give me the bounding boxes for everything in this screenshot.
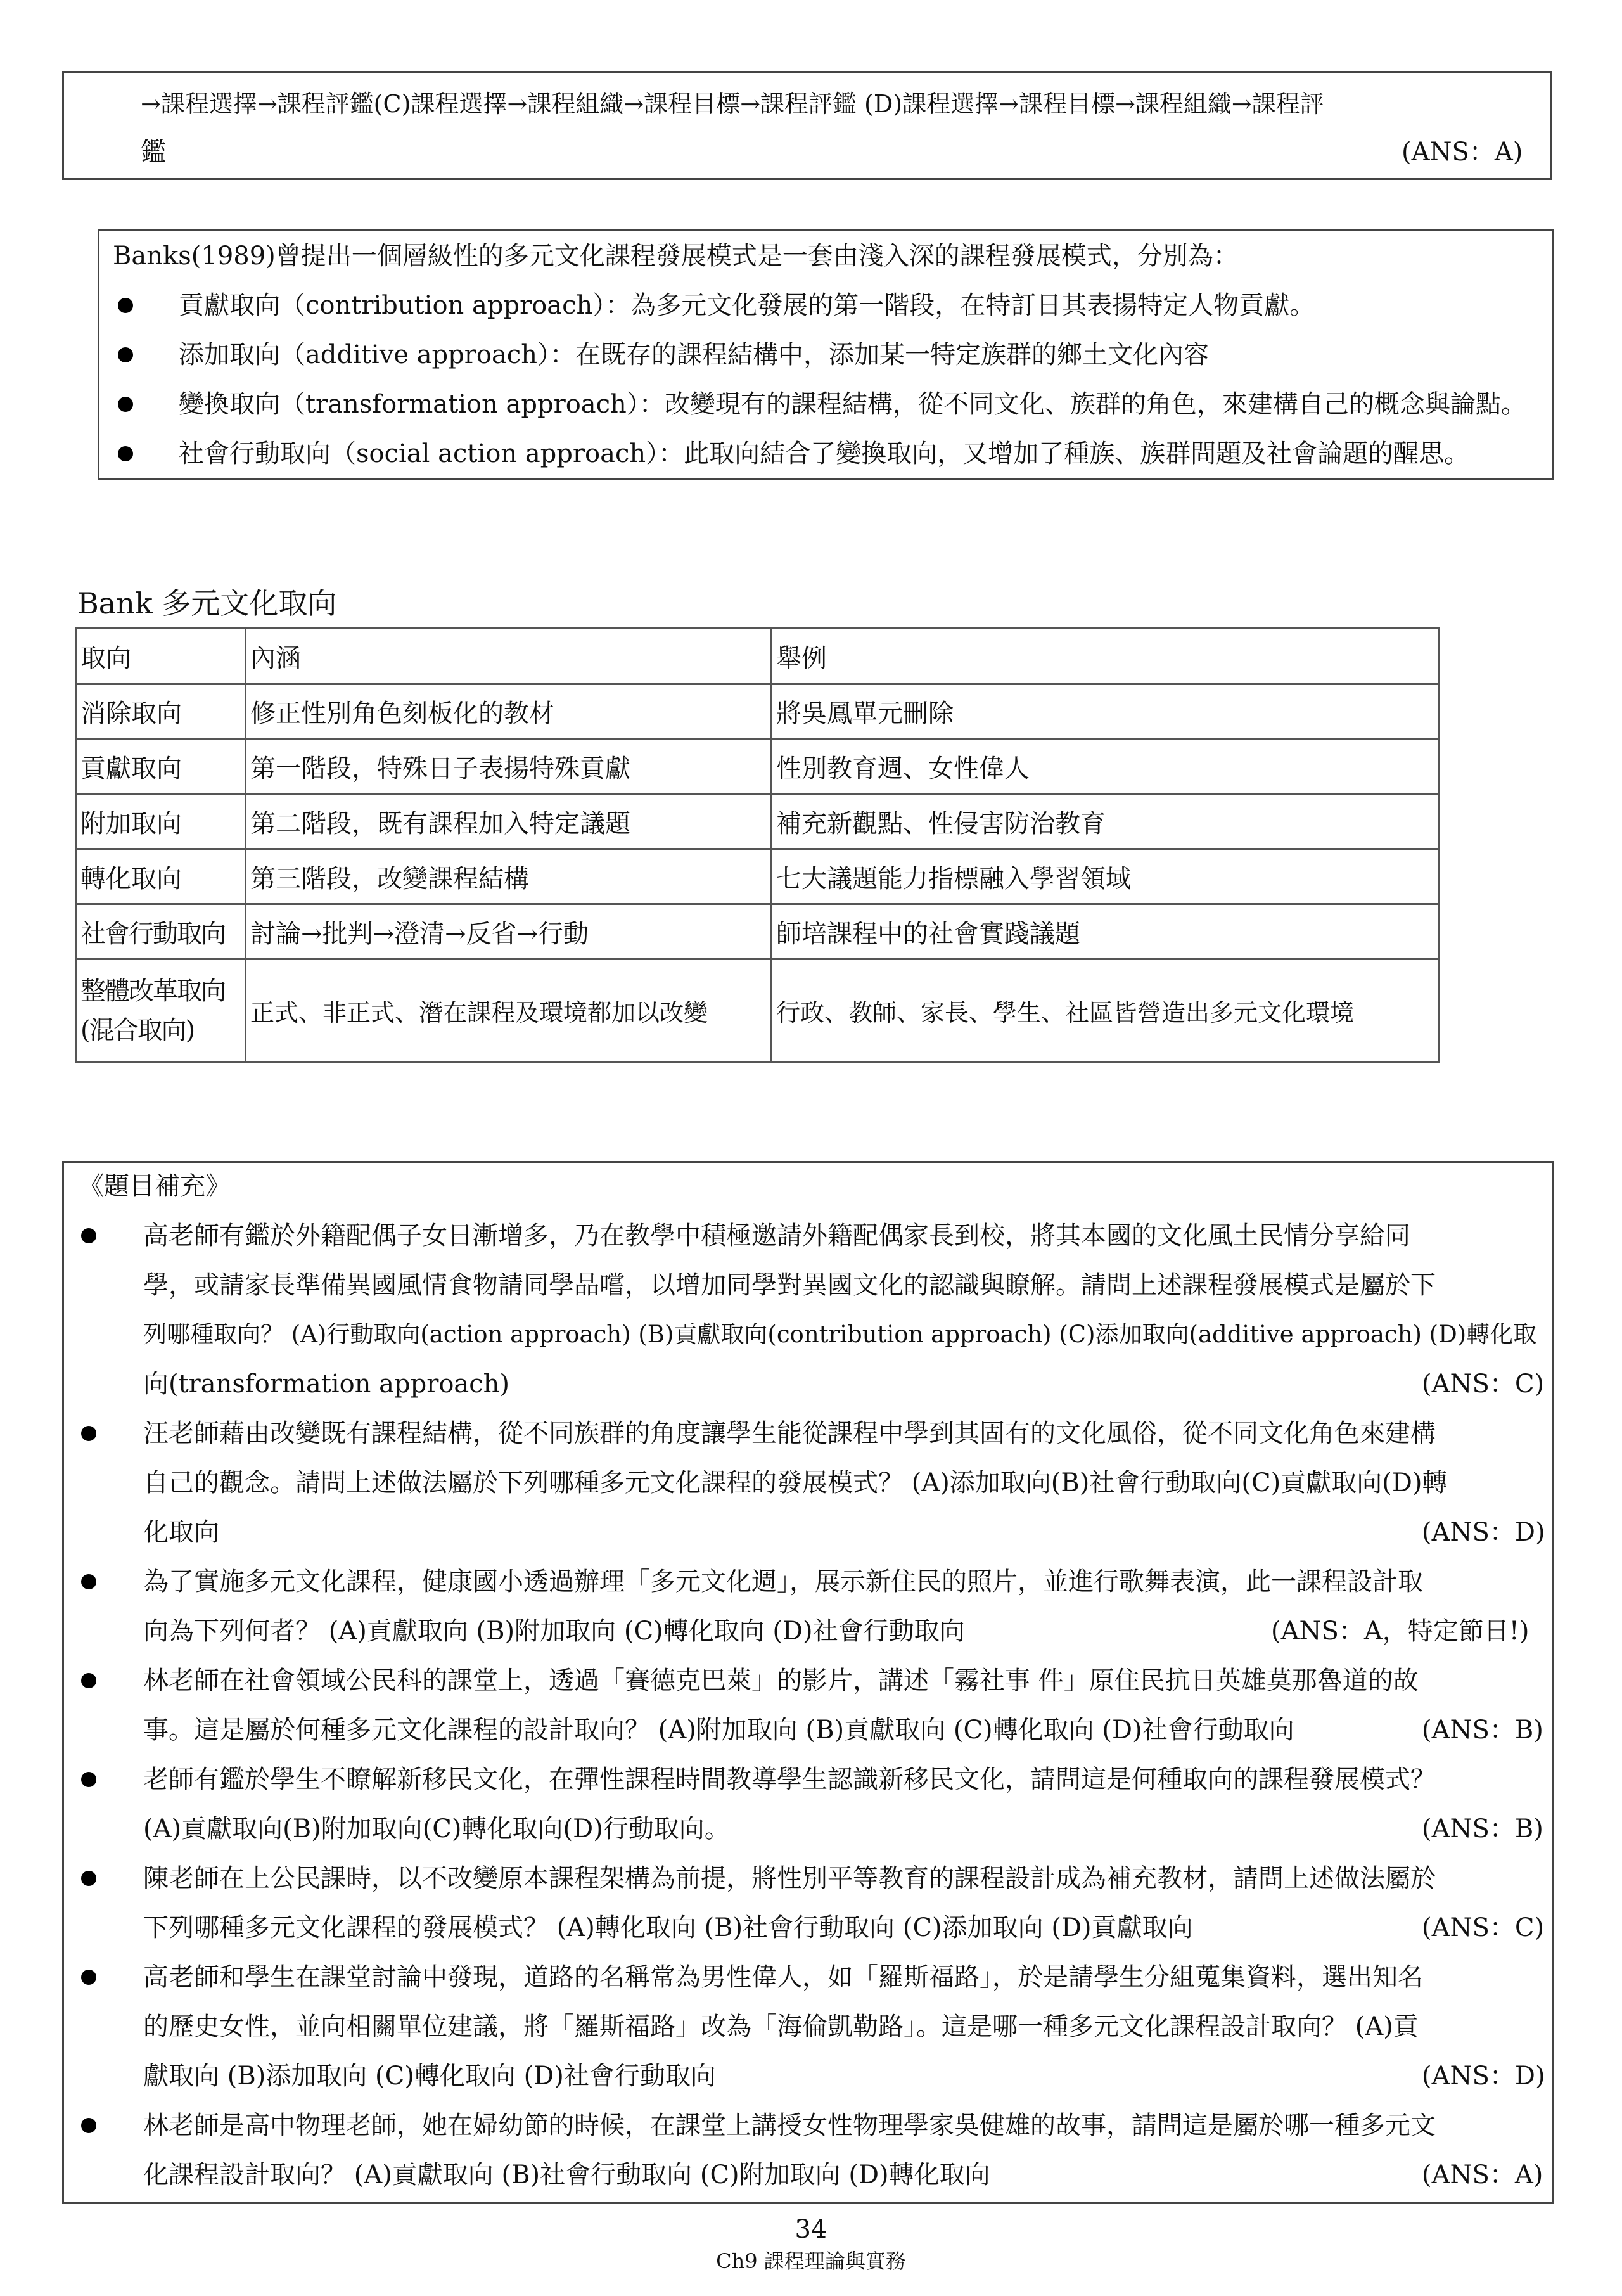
question-2-line: 自己的觀念。請問上述做法屬於下列哪種多元文化課程的發展模式？ (A)添加取向(B)社會行動取向(C)貢獻取向(D)轉 xyxy=(143,1468,1448,1498)
question-2-line: 汪老師藉由改變既有課程結構，從不同族群的角度讓學生能從課程中學到其固有的文化風俗，從不同文化角色來建構 xyxy=(143,1419,1436,1448)
table-cell: 第三階段，改變課程結構 xyxy=(246,849,772,904)
question-4-line: 林老師在社會領域公民科的課堂上，透過「賽德克巴萊」的影片，講述「霧社事 件」原住民抗日英雄莫那魯道的故 xyxy=(143,1666,1419,1695)
table-cell: 七大議題能力指標融入學習領域 xyxy=(772,849,1440,904)
question-7-line: 的歷史女性，並向相關單位建議，將「羅斯福路」改為「海倫凱勒路」。這是哪一種多元文化課程設計取向？ (A)貢 xyxy=(143,2012,1419,2041)
question-5-line: (A)貢獻取向(B)附加取向(C)轉化取向(D)行動取向。 xyxy=(143,1814,730,1844)
supplement-title: 《題目補充》 xyxy=(79,1172,231,1201)
previous-question-box xyxy=(62,71,1552,180)
banks-model-item: 社會行動取向（social action approach）：此取向結合了變換取向，又增加了種族、族群問題及社會論題的醒思。 xyxy=(179,439,1470,468)
question-8-answer: (ANS：A) xyxy=(1422,2160,1543,2190)
banks-model-intro: Banks(1989)曾提出一個層級性的多元文化課程發展模式是一套由淺入深的課程發展模式，分別為： xyxy=(113,241,1239,271)
bullet-icon xyxy=(81,1426,96,1441)
chapter-label: Ch9 課程理論與實務 xyxy=(716,2249,906,2273)
table-cell: 轉化取向 xyxy=(76,849,246,904)
table-cell: 第二階段，既有課程加入特定議題 xyxy=(246,794,772,849)
table-cell xyxy=(76,959,246,1062)
table-header-row xyxy=(76,629,1440,684)
table-row xyxy=(76,959,1440,1062)
table-cell-line: (混合取向) xyxy=(80,1015,195,1045)
bullet-icon xyxy=(81,1871,96,1886)
banks-model-item: 添加取向（additive approach）：在既存的課程結構中，添加某一特定族群的鄉土文化內容 xyxy=(179,340,1209,369)
question-3-answer: (ANS：A，特定節日!) xyxy=(1271,1617,1529,1646)
bullet-icon xyxy=(81,1772,96,1787)
question-1-line: 高老師有鑑於外籍配偶子女日漸增多，乃在教學中積極邀請外籍配偶家長到校，將其本國的文化風土民情分享給同 xyxy=(143,1221,1410,1250)
bullet-icon xyxy=(81,1574,96,1589)
table-cell: 行政、教師、家長、學生、社區皆營造出多元文化環境 xyxy=(772,959,1440,1062)
page-number: 34 xyxy=(795,2215,827,2244)
bullet-icon xyxy=(118,397,133,412)
question-1-answer: (ANS：C) xyxy=(1422,1369,1545,1399)
banks-model-item: 貢獻取向（contribution approach）：為多元文化發展的第一階段，在特訂日其表揚特定人物貢獻。 xyxy=(179,291,1315,320)
table-row xyxy=(76,684,1440,739)
banks-model-item: 變換取向（transformation approach）：改變現有的課程結構，從不同文化、族群的角色，來建構自己的概念與論點。 xyxy=(179,390,1526,419)
bullet-icon xyxy=(118,298,133,313)
question-5-line: 老師有鑑於學生不瞭解新移民文化，在彈性課程時間教導學生認識新移民文化，請問這是何種取向的課程發展模式？ xyxy=(143,1765,1436,1794)
table-cell-line: 整體改革取向 xyxy=(80,976,225,1006)
question-2-answer: (ANS：D) xyxy=(1422,1518,1545,1547)
bullet-icon xyxy=(81,1673,96,1688)
table-row xyxy=(76,794,1440,849)
question-6-line: 下列哪種多元文化課程的發展模式？ (A)轉化取向 (B)社會行動取向 (C)添加取向 (D)貢獻取向 xyxy=(143,1913,1193,1942)
question-3-line: 向為下列何者？ (A)貢獻取向 (B)附加取向 (C)轉化取向 (D)社會行動取向 xyxy=(143,1617,965,1646)
bullet-icon xyxy=(118,446,133,461)
table-row xyxy=(76,849,1440,904)
table-cell: 貢獻取向 xyxy=(76,739,246,794)
question-4-answer: (ANS：B) xyxy=(1422,1716,1543,1745)
previous-question-line-2: 鑑 xyxy=(141,138,166,167)
table-cell: 附加取向 xyxy=(76,794,246,849)
question-4-line: 事。這是屬於何種多元文化課程的設計取向？ (A)附加取向 (B)貢獻取向 (C)轉化取向 (D)社會行動取向 xyxy=(143,1716,1294,1745)
question-1-line: 列哪種取向？ (A)行動取向(action approach) (B)貢獻取向(contribution approach) (C)添加取向(additive approach) (D)轉化取 xyxy=(143,1321,1537,1348)
table-cell: 第一階段，特殊日子表揚特殊貢獻 xyxy=(246,739,772,794)
table-row xyxy=(76,739,1440,794)
bullet-icon xyxy=(81,2118,96,2133)
question-7-answer: (ANS：D) xyxy=(1422,2062,1545,2091)
table-header-cell: 內涵 xyxy=(246,629,772,684)
table-row xyxy=(76,904,1440,959)
table-title: Bank 多元文化取向 xyxy=(77,586,337,620)
question-8-line: 林老師是高中物理老師，她在婦幼節的時候，在課堂上講授女性物理學家吳健雄的故事，請問這是屬於哪一種多元文 xyxy=(143,2111,1436,2140)
table-cell: 討論→批判→澄清→反省→行動 xyxy=(246,904,772,959)
table-cell: 性別教育週、女性偉人 xyxy=(772,739,1440,794)
table-cell: 修正性別角色刻板化的教材 xyxy=(246,684,772,739)
question-2-line: 化取向 xyxy=(143,1518,219,1547)
question-5-answer: (ANS：B) xyxy=(1422,1814,1543,1844)
previous-question-line-1: →課程選擇→課程評鑑(C)課程選擇→課程組織→課程目標→課程評鑑 (D)課程選擇→課程目標→課程組織→課程評 xyxy=(141,90,1324,118)
question-6-answer: (ANS：C) xyxy=(1422,1913,1545,1942)
table-cell: 社會行動取向 xyxy=(76,904,246,959)
question-1-line: 學，或請家長準備異國風情食物請同學品嚐，以增加同學對異國文化的認識與瞭解。請問上述課程發展模式是屬於下 xyxy=(143,1271,1436,1300)
table-header-cell: 取向 xyxy=(76,629,246,684)
question-3-line: 為了實施多元文化課程，健康國小透過辦理「多元文化週」，展示新住民的照片，並進行歌舞表演，此一課程設計取 xyxy=(143,1567,1423,1596)
question-7-line: 獻取向 (B)添加取向 (C)轉化取向 (D)社會行動取向 xyxy=(143,2062,716,2091)
question-6-line: 陳老師在上公民課時，以不改變原本課程架構為前提，將性別平等教育的課程設計成為補充教材，請問上述做法屬於 xyxy=(143,1864,1436,1893)
bullet-icon xyxy=(81,1228,96,1243)
question-7-line: 高老師和學生在課堂討論中發現，道路的名稱常為男性偉人，如「羅斯福路」，於是請學生分組蒐集資料，選出知名 xyxy=(143,1963,1423,1992)
bank-approach-table xyxy=(75,627,1440,1063)
table-header-cell: 舉例 xyxy=(772,629,1440,684)
question-8-line: 化課程設計取向？ (A)貢獻取向 (B)社會行動取向 (C)附加取向 (D)轉化取向 xyxy=(143,2160,990,2190)
table-cell: 消除取向 xyxy=(76,684,246,739)
table-cell: 將吳鳳單元刪除 xyxy=(772,684,1440,739)
previous-question-answer: (ANS：A) xyxy=(1402,138,1523,167)
table-cell: 正式、非正式、潛在課程及環境都加以改變 xyxy=(246,959,772,1062)
bullet-icon xyxy=(81,1970,96,1985)
table-cell: 補充新觀點、性侵害防治教育 xyxy=(772,794,1440,849)
bullet-icon xyxy=(118,347,133,362)
table-cell: 師培課程中的社會實踐議題 xyxy=(772,904,1440,959)
question-1-line: 向(transformation approach) xyxy=(143,1369,510,1399)
